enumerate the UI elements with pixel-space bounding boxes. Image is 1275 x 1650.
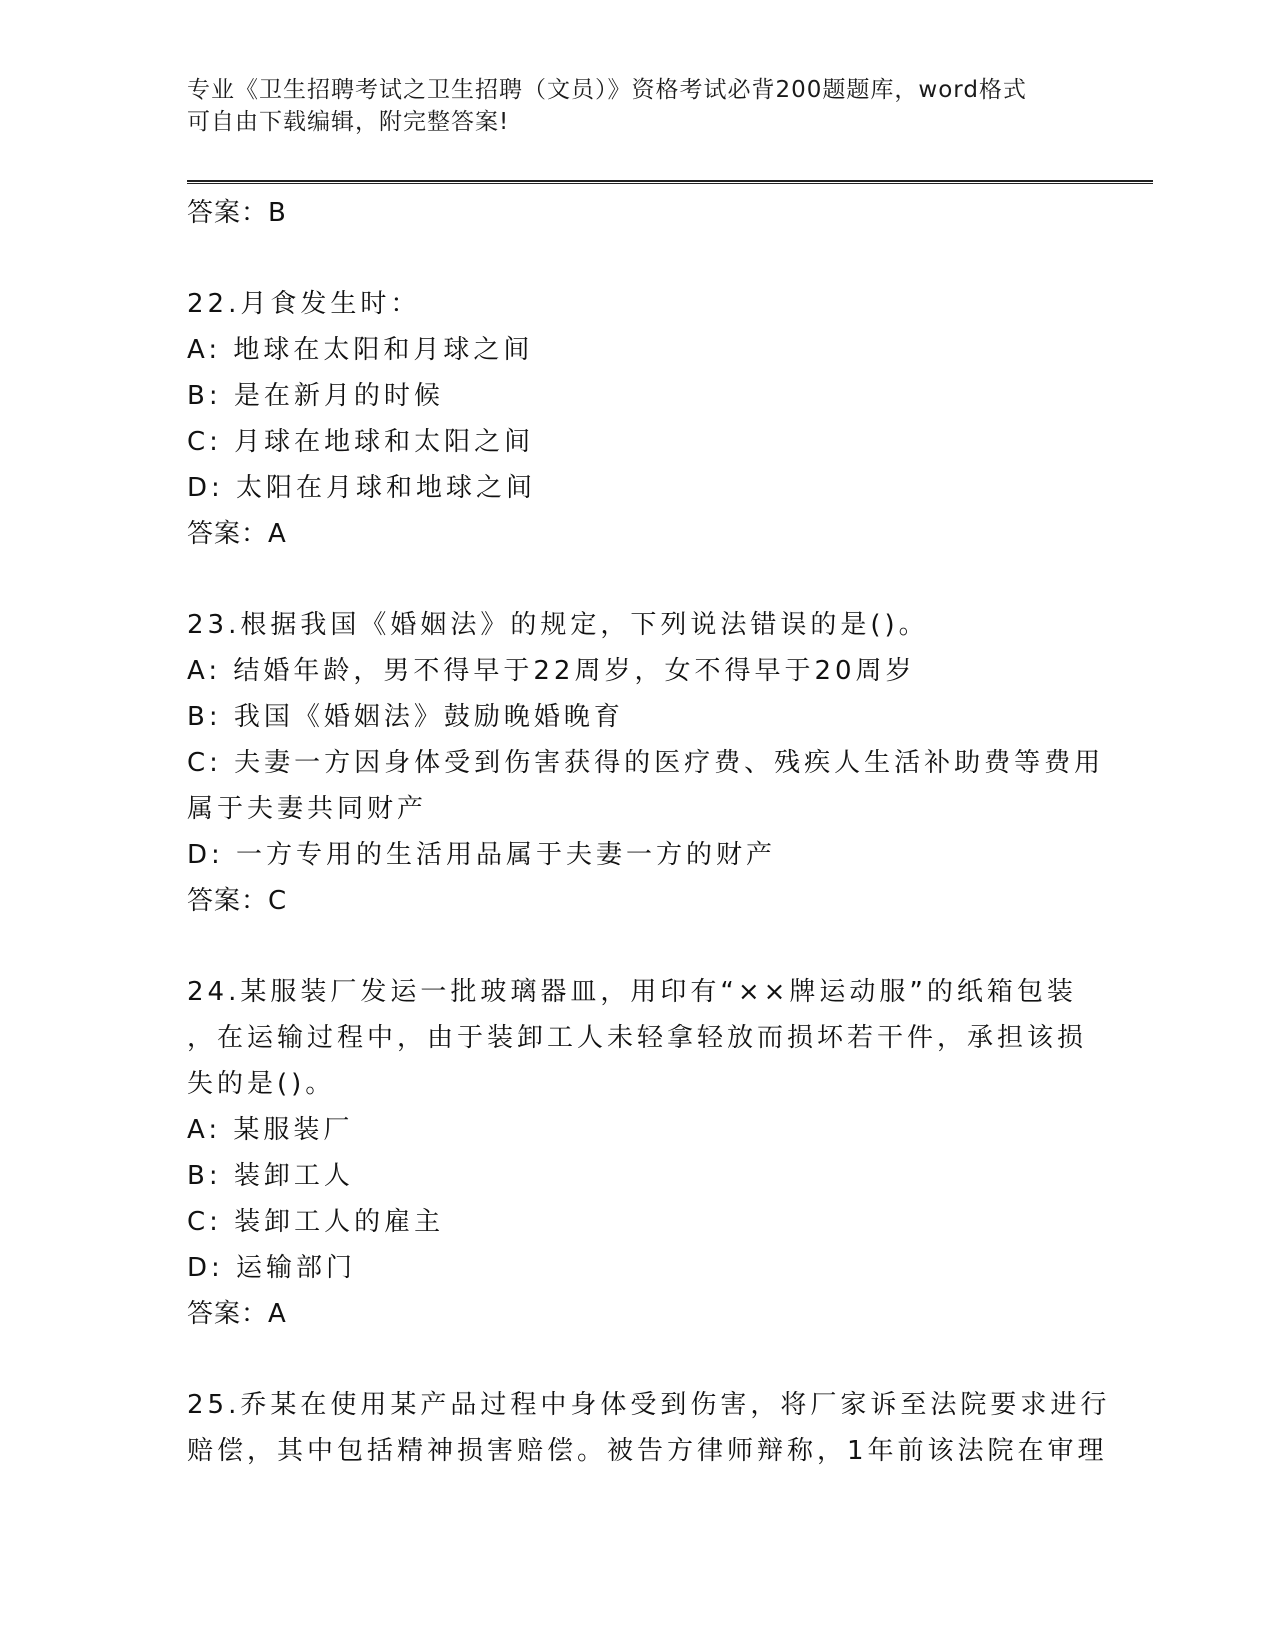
option-a: A: 某服装厂 [187,1115,354,1145]
question-stem: 22.月食发生时： [187,289,421,319]
option-a: A: 结婚年龄，男不得早于22周岁，女不得早于20周岁 [187,656,916,686]
question-22 [187,281,1087,557]
option-b: B: 装卸工人 [187,1161,354,1191]
option-c-continued: 属于夫妻共同财产 [187,794,428,824]
question-24 [187,969,1087,1337]
question-stem-continued: ，在运输过程中，由于装卸工人未轻拿轻放而损坏若干件，承担该损 [187,1023,1088,1053]
header-line-1: 专业《卫生招聘考试之卫生招聘（文员）》资格考试必背200题题库，word格式 [187,77,1027,103]
spacer [187,924,1087,969]
question-stem-continued: 失的是()。 [187,1069,336,1099]
question-stem: 23.根据我国《婚姻法》的规定，下列说法错误的是()。 [187,610,929,640]
option-d: D: 运输部门 [187,1253,357,1283]
document-body [187,190,1111,1474]
spacer [187,1337,1087,1382]
question-stem: 25.乔某在使用某产品过程中身体受到伤害，将厂家诉至法院要求进行 [187,1390,1111,1420]
option-b: B: 是在新月的时候 [187,381,444,411]
question-23 [187,602,1105,924]
question-stem: 24.某服装厂发运一批玻璃器皿，用印有“××牌运动服”的纸箱包装 [187,977,1077,1007]
spacer [187,557,1087,602]
header-divider [187,180,1153,184]
option-b: B: 我国《婚姻法》鼓励晚婚晚育 [187,702,624,732]
answer: 答案：C [187,886,288,916]
document-header [187,74,1087,138]
spacer [187,236,1087,281]
option-d: D: 一方专用的生活用品属于夫妻一方的财产 [187,840,777,870]
previous-answer: 答案：B [187,198,287,228]
question-25 [187,1382,1111,1474]
option-d: D: 太阳在月球和地球之间 [187,473,537,503]
answer: 答案：A [187,1299,287,1329]
answer: 答案：A [187,519,287,549]
option-a: A: 地球在太阳和月球之间 [187,335,534,365]
option-c: C: 夫妻一方因身体受到伤害获得的医疗费、残疾人生活补助费等费用 [187,748,1105,778]
header-line-2: 可自由下载编辑，附完整答案! [187,109,510,135]
option-c: C: 月球在地球和太阳之间 [187,427,535,457]
option-c: C: 装卸工人的雇主 [187,1207,445,1237]
question-stem-continued: 赔偿，其中包括精神损害赔偿。被告方律师辩称，1年前该法院在审理 [187,1436,1108,1466]
